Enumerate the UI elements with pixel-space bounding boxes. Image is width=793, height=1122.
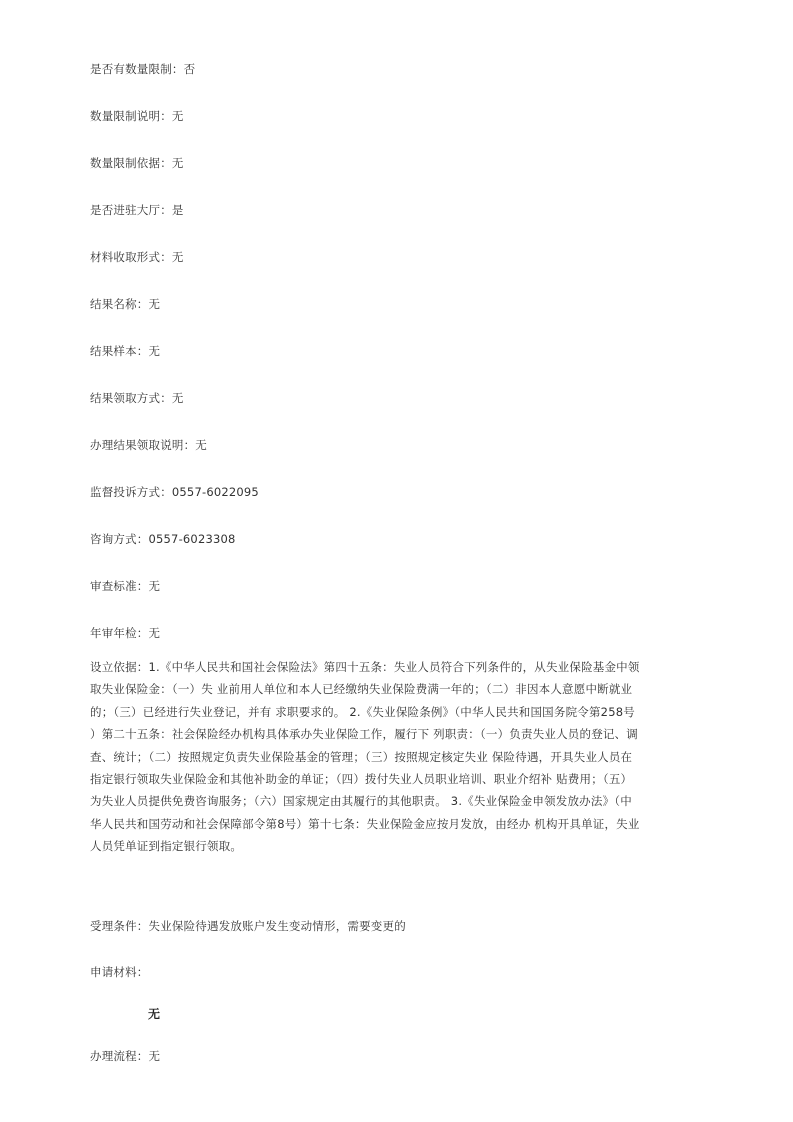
legal-basis-line: 的；（三）已经进行失业登记，并有 求职要求的。 2.《失业保险条例》（中华人民共和国国务院令第258号	[90, 704, 635, 719]
result-collection-note-field: 办理结果领取说明：无	[90, 438, 207, 452]
legal-basis-line: 人员凭单证到指定银行领取。	[90, 839, 243, 854]
legal-basis-line: 查、统计；（二）按照规定负责失业保险基金的管理；（三）按照规定核定失业 保险待遇，开具失业人员在	[90, 749, 633, 764]
hall-presence-field: 是否进驻大厅：是	[90, 203, 184, 217]
acceptance-conditions-field: 受理条件：失业保险待遇发放账户发生变动情形，需要变更的	[90, 919, 406, 933]
legal-basis-line: 指定银行领取失业保险金和其他补助金的单证；（四）拨付失业人员职业培训、职业介绍补 贴费用；（五）	[90, 772, 633, 787]
quantity-limit-field: 是否有数量限制：否	[90, 62, 196, 76]
material-collection-form-field: 材料收取形式：无	[90, 250, 184, 264]
legal-basis-line: 取失业保险金：（一）失 业前用人单位和本人已经缴纳失业保险费满一年的；（二）非因本人意愿中断就业	[90, 682, 633, 697]
result-collection-method-field: 结果领取方式：无	[90, 391, 184, 405]
result-sample-field: 结果样本：无	[90, 344, 161, 358]
complaint-contact-field: 监督投诉方式：0557-6022095	[90, 485, 259, 499]
legal-basis-line: ）第二十五条：社会保险经办机构具体承办失业保险工作，履行下 列职责：（一）负责失业人员的登记、调	[90, 727, 638, 742]
legal-basis-line: 设立依据：1.《中华人民共和国社会保险法》第四十五条：失业人员符合下列条件的，从失业保险基金中领	[90, 660, 640, 674]
application-materials-value: 无	[148, 1007, 161, 1021]
annual-review-field: 年审年检：无	[90, 626, 161, 640]
process-field: 办理流程：无	[90, 1049, 161, 1063]
review-standard-field: 审查标准：无	[90, 579, 161, 593]
legal-basis-line: 华人民共和国劳动和社会保障部令第8号）第十七条：失业保险金应按月发放，由经办 机构开具单证，失业	[90, 816, 640, 831]
result-name-field: 结果名称：无	[90, 297, 161, 311]
inquiry-contact-field: 咨询方式：0557-6023308	[90, 532, 236, 546]
legal-basis-line: 为失业人员提供免费咨询服务；（六）国家规定由其履行的其他职责。 3.《失业保险金申领发放办法》（中	[90, 794, 632, 809]
application-materials-label: 申请材料：	[90, 965, 149, 979]
quantity-limit-description-field: 数量限制说明：无	[90, 109, 184, 123]
quantity-limit-basis-field: 数量限制依据：无	[90, 156, 184, 170]
legal-basis-paragraph	[90, 656, 675, 858]
